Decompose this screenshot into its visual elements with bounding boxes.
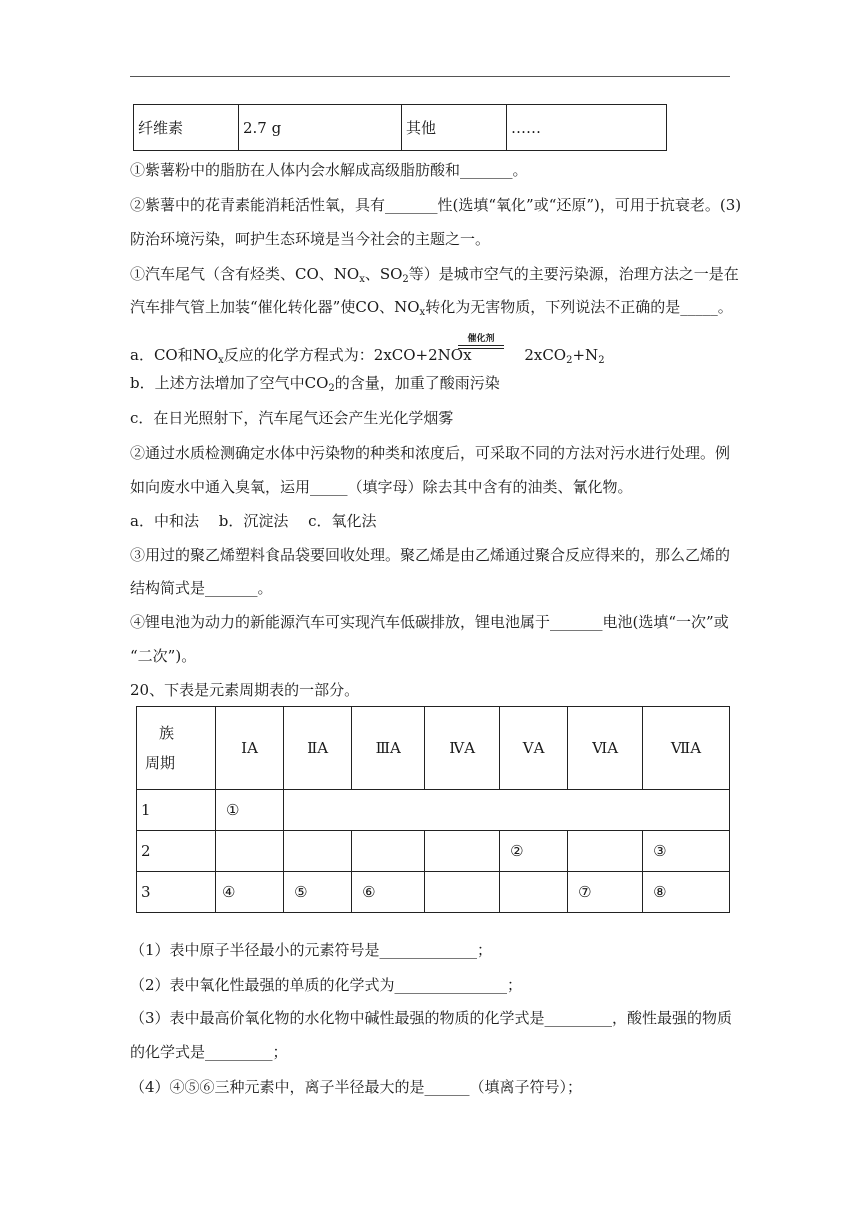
table-cell: …… (507, 105, 667, 151)
question-line: （1）表中原子半径最小的元素符号是_____________； (130, 941, 493, 959)
header-rule (130, 76, 730, 77)
empty-cell (284, 790, 730, 831)
text-line: 防治环境污染，呵护生态环境是当今社会的主题之一。 (130, 230, 491, 248)
group-label: 族 (159, 724, 175, 742)
group-header: ⅣA (425, 707, 500, 790)
group-header: ⅤA (500, 707, 568, 790)
element-cell (425, 831, 500, 872)
periodic-table (136, 706, 730, 913)
text-line: b．上述方法增加了空气中$CO_2$的含量，加重了酸雨污染 (130, 374, 500, 394)
element-cell (568, 831, 643, 872)
text-line: “二次”)。 (130, 647, 197, 665)
table-cell: 2.7 g (239, 105, 402, 151)
corner-cell (137, 707, 216, 790)
text-line: a．中和法 b．沉淀法 c．氧化法 (130, 512, 377, 530)
text-line: ②通过水质检测确定水体中污染物的种类和浓度后，可采取不同的方法对污水进行处理。例 (130, 444, 731, 462)
table-cell: 其他 (402, 105, 507, 151)
text-line: 汽车排气管上加装“催化转化器”使CO、$NO_x$转化为无害物质，下列说法不正确的是_____。 (130, 298, 733, 318)
element-cell: ① (216, 790, 284, 831)
equals-sign (458, 345, 504, 349)
question-line: （2）表中氧化性最强的单质的化学式为_______________； (130, 976, 523, 994)
table-row (137, 831, 730, 872)
question-title: 20、下表是元素周期表的一部分。 (130, 681, 360, 699)
element-cell: ③ (643, 831, 730, 872)
group-header: ⅡA (284, 707, 352, 790)
nutrition-table (133, 104, 667, 151)
element-cell (500, 872, 568, 913)
element-cell (284, 831, 352, 872)
element-cell: ⑦ (568, 872, 643, 913)
catalyst-label: 催化剂 (467, 334, 495, 344)
text-line: c．在日光照射下，汽车尾气还会产生光化学烟雾 (130, 409, 454, 427)
group-header: ⅥA (568, 707, 643, 790)
element-cell (425, 872, 500, 913)
text-line: 如向废水中通入臭氧，运用_____（填字母）除去其中含有的油类、氰化物。 (130, 478, 633, 496)
equation-line: a．CO和$NO_x$反应的化学方程式为：2xCO+2NOx $2xCO_2+N_2$ (130, 346, 605, 366)
period-cell: 1 (137, 790, 216, 831)
table-header-row (137, 707, 730, 790)
period-label: 周期 (145, 754, 176, 772)
catalyst-arrow (458, 334, 504, 349)
table-row (137, 790, 730, 831)
element-cell (216, 831, 284, 872)
text-line: ①汽车尾气（含有烃类、CO、$NO_x$、$SO_2$等）是城市空气的主要污染源，治理方法之一是在 (130, 265, 739, 285)
question-line: （4）④⑤⑥三种元素中，离子半径最大的是______（填离子符号）； (130, 1078, 583, 1096)
element-cell: ⑧ (643, 872, 730, 913)
question-line: （3）表中最高价氧化物的水化物中碱性最强的物质的化学式是_________，酸性最强的物质 (130, 1009, 733, 1027)
question-line: 的化学式是_________； (130, 1043, 288, 1061)
group-header: ⅠA (216, 707, 284, 790)
period-cell: 2 (137, 831, 216, 872)
element-cell: ④ (216, 872, 284, 913)
text-line: ②紫薯中的花青素能消耗活性氧，具有_______性(选填“氧化”或“还原”)，可用于抗衰老。(3) (130, 196, 742, 214)
text-line: 结构简式是_______。 (130, 579, 273, 597)
element-cell: ⑤ (284, 872, 352, 913)
text-line: ③用过的聚乙烯塑料食品袋要回收处理。聚乙烯是由乙烯通过聚合反应得来的，那么乙烯的 (130, 546, 731, 564)
table-row (137, 872, 730, 913)
element-cell (352, 831, 425, 872)
element-cell: ⑥ (352, 872, 425, 913)
table-cell: 纤维素 (134, 105, 239, 151)
text-line: ①紫薯粉中的脂肪在人体内会水解成高级脂肪酸和_______。 (130, 161, 528, 179)
group-header: ⅢA (352, 707, 425, 790)
text-line: ④锂电池为动力的新能源汽车可实现汽车低碳排放，锂电池属于_______电池(选填“一次”或 (130, 613, 729, 631)
element-cell: ② (500, 831, 568, 872)
period-cell: 3 (137, 872, 216, 913)
table-row (134, 105, 667, 151)
group-header: ⅦA (643, 707, 730, 790)
